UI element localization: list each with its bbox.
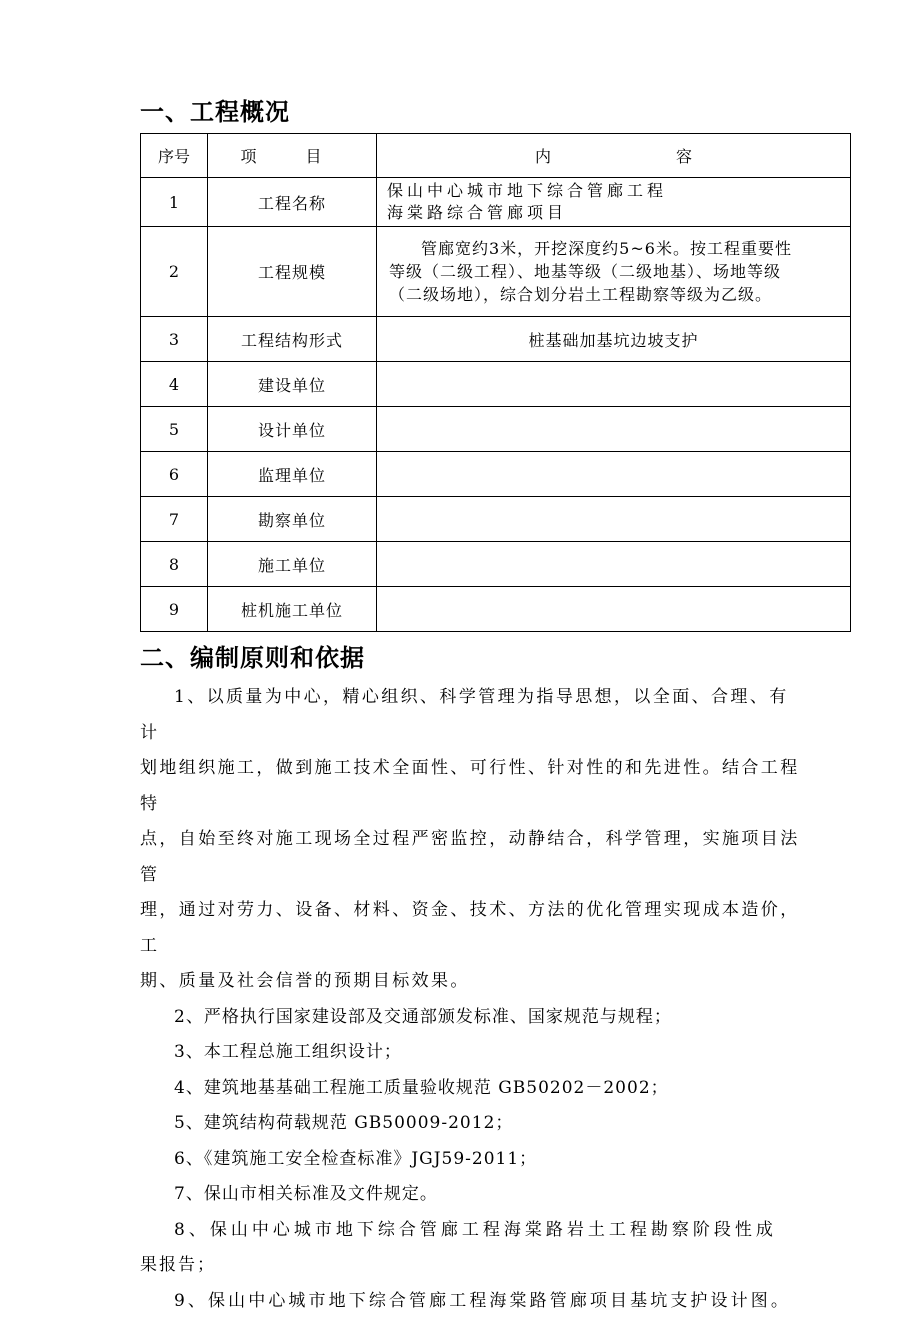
row-no: 1 xyxy=(141,178,208,227)
section-title-overview: 一、工程概况 xyxy=(140,92,290,127)
row-item: 设计单位 xyxy=(208,407,377,452)
content-line: 等级（二级工程）、地基等级（二级地基）、场地等级 xyxy=(389,260,842,283)
table-row xyxy=(141,542,851,587)
table-row xyxy=(141,178,851,227)
table-row xyxy=(141,587,851,632)
paragraph-line: 理，通过对劳力、设备、材料、资金、技术、方法的优化管理实现成本造价，工 xyxy=(140,893,800,964)
table-row xyxy=(141,497,851,542)
list-item: 4、建筑地基基础工程施工质量验收规范 GB50202－2002； xyxy=(140,1071,800,1107)
project-overview-table xyxy=(140,133,851,632)
row-no: 6 xyxy=(141,452,208,497)
header-item: 项 目 xyxy=(208,134,377,178)
list-item: 7、保山市相关标准及文件规定。 xyxy=(140,1177,800,1213)
row-content xyxy=(377,542,851,587)
list-item: 3、本工程总施工组织设计； xyxy=(140,1035,800,1071)
row-content xyxy=(377,497,851,542)
list-item: 2、严格执行国家建设部及交通部颁发标准、国家规范与规程； xyxy=(140,1000,800,1036)
row-item: 工程结构形式 xyxy=(208,317,377,362)
header-no: 序号 xyxy=(141,134,208,178)
row-no: 2 xyxy=(141,227,208,317)
row-item: 勘察单位 xyxy=(208,497,377,542)
table-row xyxy=(141,227,851,317)
row-item: 桩机施工单位 xyxy=(208,587,377,632)
paragraph-line: 划地组织施工，做到施工技术全面性、可行性、针对性的和先进性。结合工程特 xyxy=(140,751,800,822)
row-no: 8 xyxy=(141,542,208,587)
list-item: 6、《建筑施工安全检查标准》JGJ59-2011； xyxy=(140,1142,800,1178)
row-content-project-name xyxy=(377,178,851,227)
paragraph-line: 期、质量及社会信誉的预期目标效果。 xyxy=(140,964,800,1000)
table-row xyxy=(141,362,851,407)
row-no: 3 xyxy=(141,317,208,362)
row-item: 监理单位 xyxy=(208,452,377,497)
row-no: 4 xyxy=(141,362,208,407)
table-row xyxy=(141,317,851,362)
header-content: 内 容 xyxy=(377,134,851,178)
row-content-project-scale xyxy=(377,227,851,317)
table-row xyxy=(141,407,851,452)
row-content xyxy=(377,362,851,407)
row-content xyxy=(377,407,851,452)
paragraph-line: 点，自始至终对施工现场全过程严密监控，动静结合，科学管理，实施项目法管 xyxy=(140,822,800,893)
row-content xyxy=(377,452,851,497)
row-content xyxy=(377,587,851,632)
row-no: 9 xyxy=(141,587,208,632)
content-line: 海棠路综合管廊项目 xyxy=(387,202,850,224)
paragraph-line: 1、以质量为中心，精心组织、科学管理为指导思想，以全面、合理、有计 xyxy=(140,680,800,751)
row-item: 工程名称 xyxy=(208,178,377,227)
section-title-principles: 二、编制原则和依据 xyxy=(140,638,365,673)
row-no: 5 xyxy=(141,407,208,452)
row-no: 7 xyxy=(141,497,208,542)
row-item: 建设单位 xyxy=(208,362,377,407)
row-item: 工程规模 xyxy=(208,227,377,317)
list-item-continuation: 果报告； xyxy=(140,1248,800,1284)
table-row xyxy=(141,452,851,497)
row-item: 施工单位 xyxy=(208,542,377,587)
list-item: 9、保山中心城市地下综合管廊工程海棠路管廊项目基坑支护设计图。 xyxy=(140,1284,800,1319)
content-line: 保山中心城市地下综合管廊工程 xyxy=(387,180,850,202)
row-content: 桩基础加基坑边坡支护 xyxy=(377,317,851,362)
list-item: 8、保山中心城市地下综合管廊工程海棠路岩土工程勘察阶段性成 xyxy=(140,1213,800,1249)
principles-body xyxy=(140,680,800,1319)
table-header-row xyxy=(141,134,851,178)
content-line: （二级场地），综合划分岩土工程勘察等级为乙级。 xyxy=(389,283,842,306)
list-item: 5、建筑结构荷载规范 GB50009-2012； xyxy=(140,1106,800,1142)
content-line: 管廊宽约3米，开挖深度约5~6米。按工程重要性 xyxy=(389,237,842,260)
